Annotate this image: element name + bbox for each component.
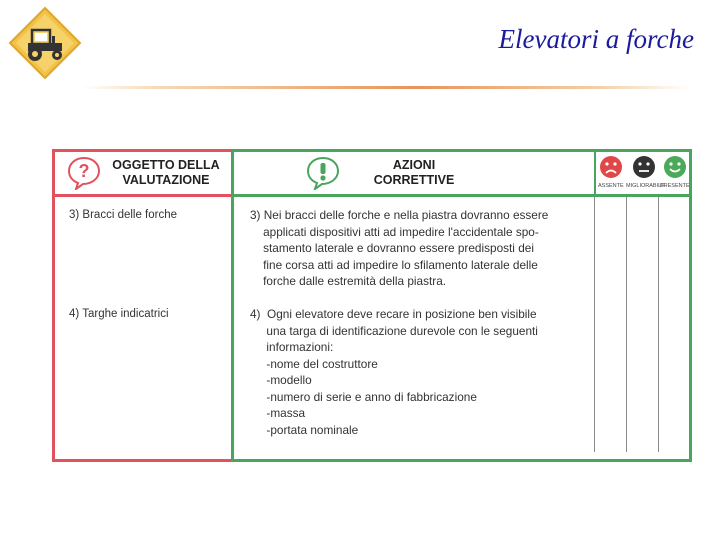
- happy-face-icon: [663, 155, 687, 179]
- corrective-actions-column: [231, 149, 692, 462]
- svg-text:?: ?: [78, 161, 90, 181]
- corrective-action-1: 3) Nei bracci delle forche e nella piastra dovranno essere applicati dispositivi atti ad impedire l'accidentale spo- stamento laterale e dovranno essere predisposti dei fine corsa atti ad impedire lo sfilamento laterale delle forche dalle estremità della piastra.: [250, 208, 549, 288]
- title-divider: [82, 86, 690, 89]
- sad-face-icon: [599, 155, 623, 179]
- rating-column-line: [626, 197, 627, 452]
- header-actions-line2: CORRETTIVE: [373, 173, 455, 187]
- question-mark-icon: [67, 156, 101, 190]
- evaluation-subject-column: [52, 149, 234, 462]
- header-divider: [594, 152, 596, 194]
- rating-label-improvable: MIGLIORABILE: [626, 183, 665, 189]
- corrective-actions-header: [234, 152, 689, 197]
- header-actions-line1: AZIONI: [392, 158, 436, 172]
- rating-label-absent: ASSENTE: [598, 183, 624, 189]
- tractor-logo: [8, 6, 82, 80]
- header-subject-line2: VALUTAZIONE: [122, 173, 210, 187]
- rating-label-present: PRESENTE: [660, 183, 690, 189]
- rating-column-line: [594, 197, 595, 452]
- evaluation-form: [52, 149, 692, 462]
- exclamation-mark-icon: [306, 156, 340, 190]
- item-label-1: 3) Bracci delle forche: [69, 209, 178, 221]
- rating-column-line: [658, 197, 659, 452]
- corrective-action-2: 4) Ogni elevatore deve recare in posizione ben visibile una targa di identificazione durevole con le seguenti informazioni: -nome del costruttore -modello -numero di serie e anno di fabbricazione -massa -portata nominale: [250, 307, 538, 437]
- header-subject-line1: OGGETTO DELLA: [112, 158, 220, 172]
- item-label-2: 4) Targhe indicatrici: [69, 308, 169, 320]
- evaluation-subject-header: [55, 152, 231, 197]
- neutral-face-icon: [632, 155, 656, 179]
- tractor-icon: [8, 6, 82, 80]
- slide-title: Elevatori a forche: [498, 24, 694, 54]
